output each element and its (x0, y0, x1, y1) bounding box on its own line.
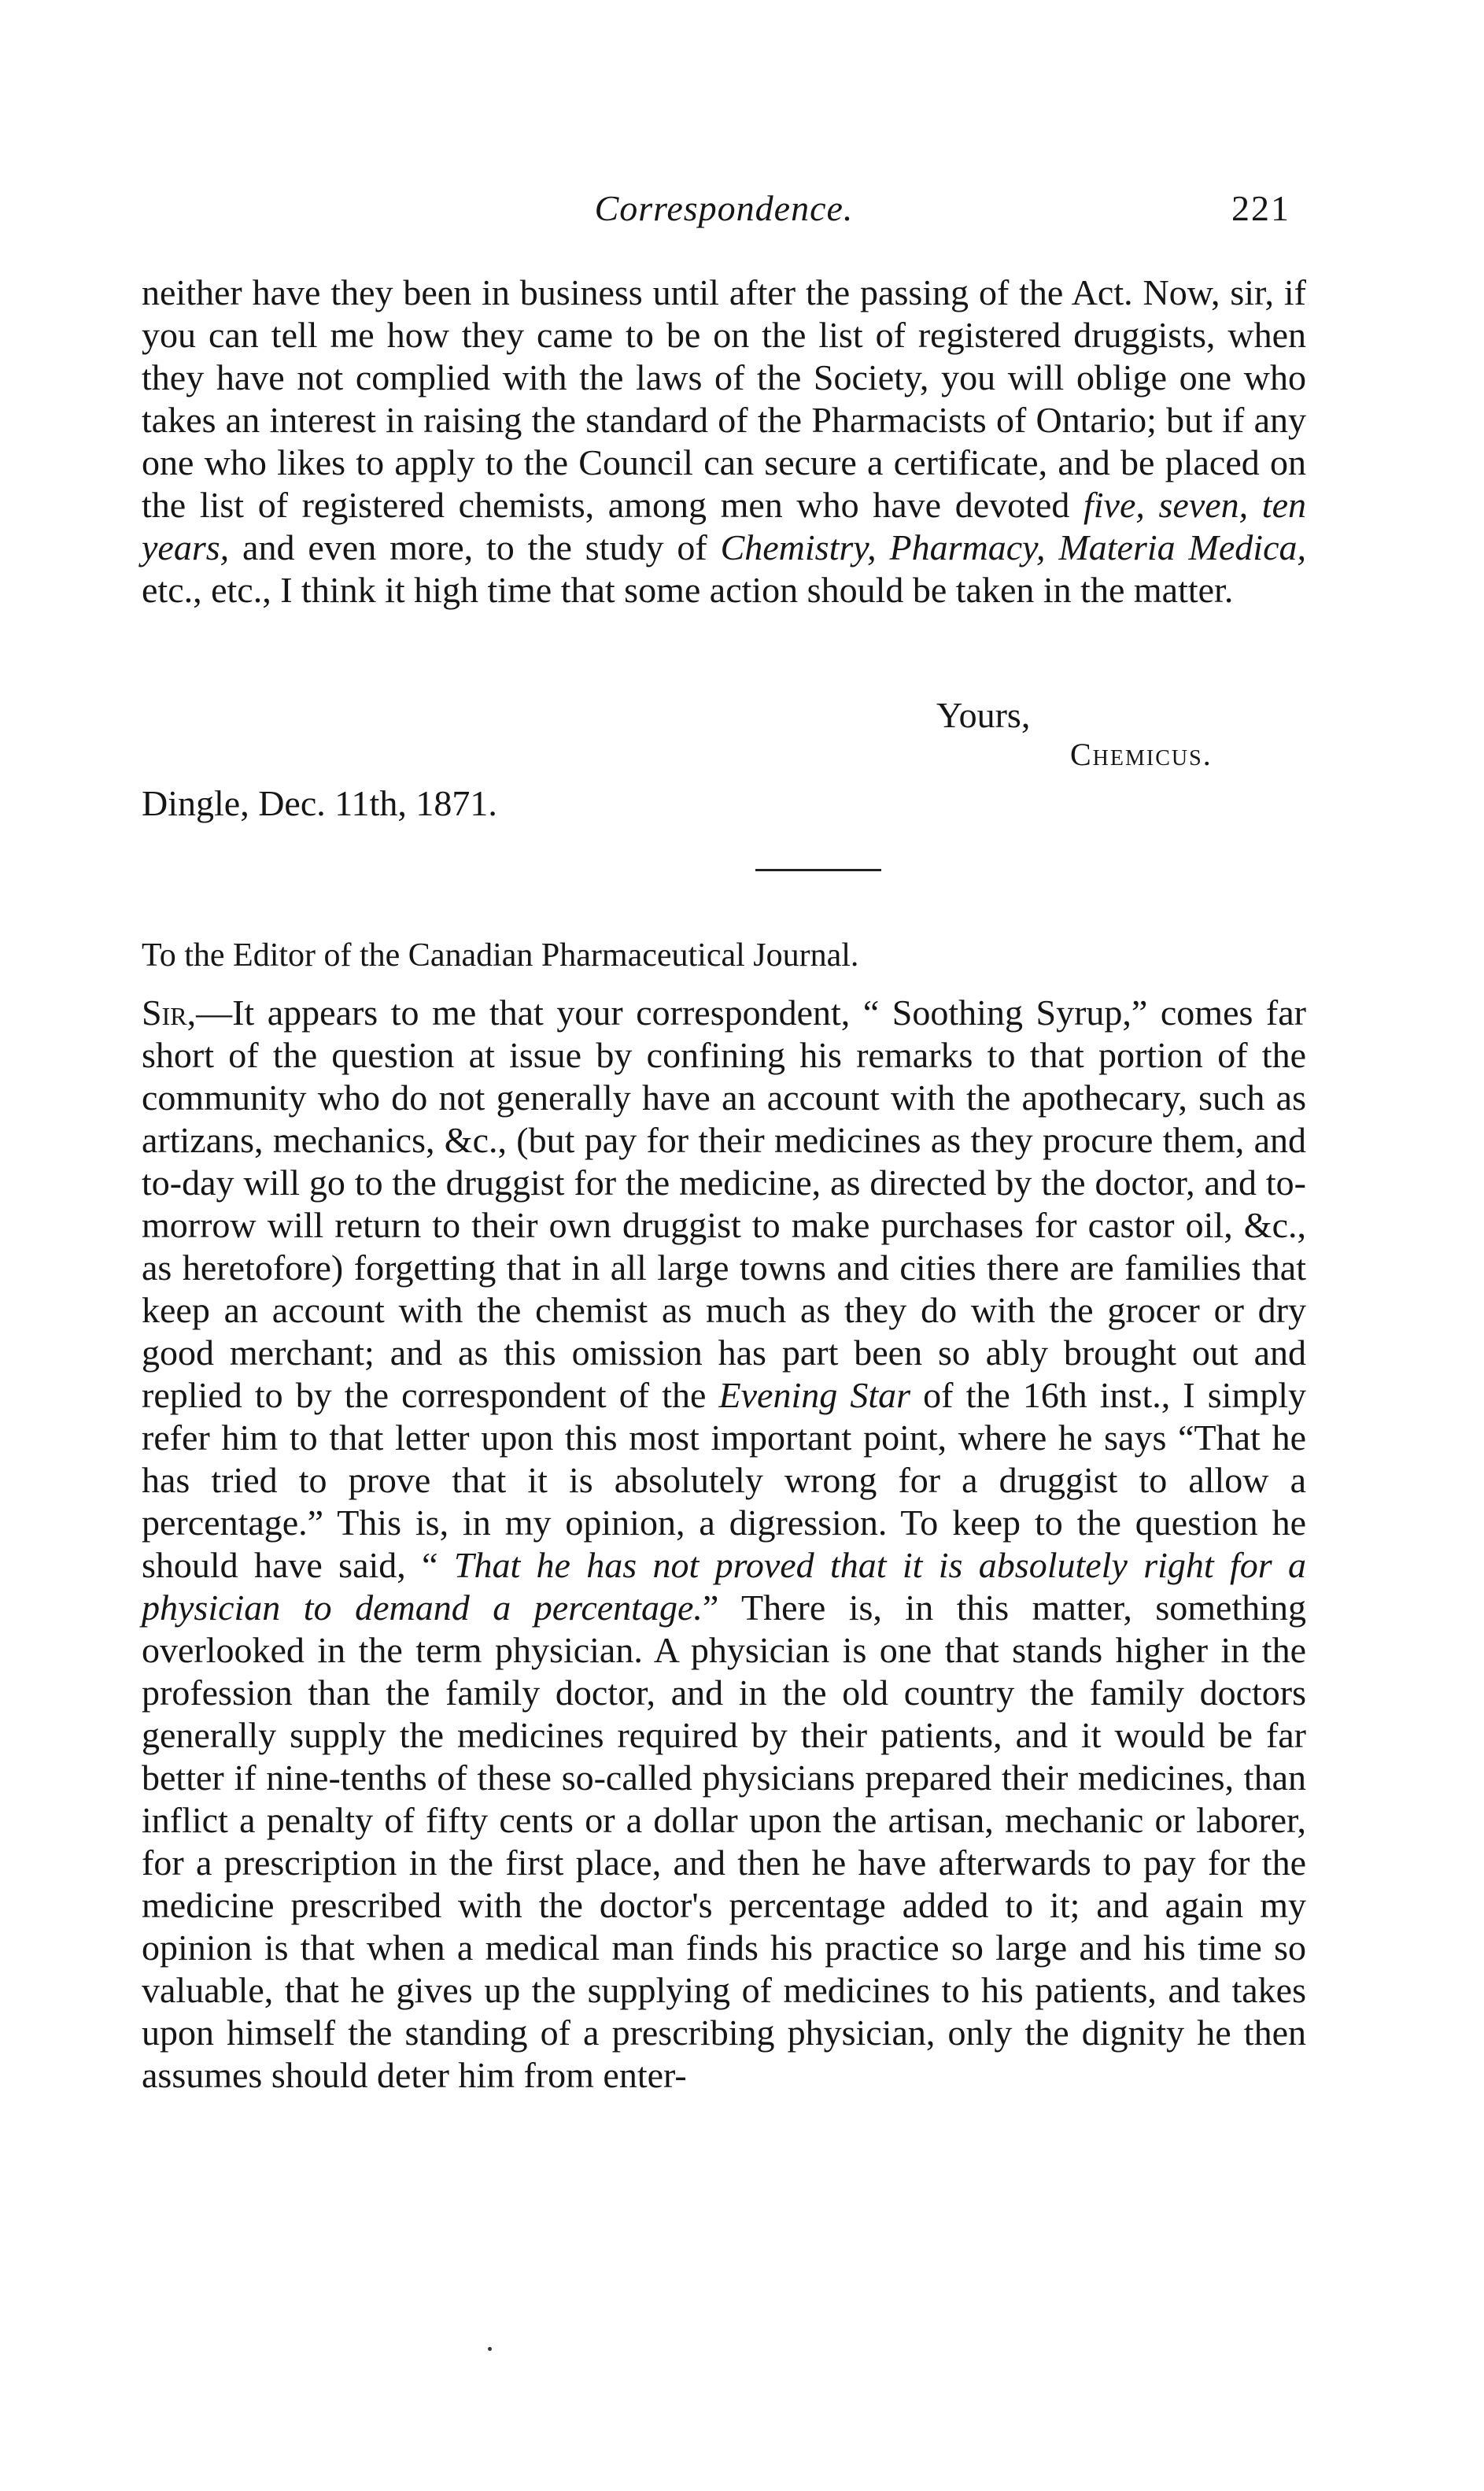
letter-1-closing: Yours, (936, 695, 1031, 735)
letter-2-salutation: To the Editor of the Canadian Pharmaceutical Journal. (142, 937, 859, 974)
letter-1-signature: Chemicus. (1070, 737, 1213, 772)
page-header (142, 187, 1306, 235)
letter-2-paragraph (142, 992, 1306, 2097)
letter-2-text-part2: of the 16th inst., I simply refer him to that letter upon this most important point, where he says “That he has tried to prove that it is absolutely wrong for a druggist to allow a percentage.” This is, in my opinion, a digression. To keep to the question he should have said, “ (142, 1375, 1307, 1585)
letter-1-text-start: neither have they been in business until after the passing of the Act. Now, sir, if you can tell me how they came to be on the list of registered druggists, when they have not complied with the laws of the Society, you will oblige one who takes an interest in raising the standard of the Pharmacists of Ontario; but if any one who likes to apply to the Council can secure a certificate, and be placed on the list of registered chemists, among men who have devoted (142, 272, 1306, 525)
letter-1-italic-subjects: Chemistry, Pharmacy, Materia Medica, (720, 527, 1306, 567)
letter-2-body (142, 992, 1306, 2097)
letter-1-body (142, 272, 1306, 612)
letter-2-italic-quote: That he has not proved that it is absolutely right for a physician to demand a percentage. (142, 1545, 1307, 1628)
page-number: 221 (1231, 188, 1290, 228)
letter-1-text-end: etc., etc., I think it high time that some action should be taken in the matter. (142, 570, 1234, 610)
letter-1-paragraph (142, 272, 1306, 612)
letter-1-text-mid: and even more, to the study of (229, 527, 721, 567)
letter-1-italic-years: five, seven, ten years, (142, 485, 1306, 567)
letter-1-dateline: Dingle, Dec. 11th, 1871. (142, 783, 497, 823)
stray-dot (488, 2347, 492, 2351)
letter-2-text-part1: —It appears to me that your correspondent, “ Soothing Syrup,” comes far short of the question at issue by confining his remarks to that portion of the community who do not generally have an account with the apothecary, such as artizans, mechanics, &c., (but pay for their medicines as they procure them, and to-day will go to the druggist for the medicine, as directed by the doctor, and to-morrow will return to their own druggist to make purchases for castor oil, &c., as heretofore) forgetting that in all large towns and cities there are families that keep an account with the chemist as much as they do with the grocer or dry good merchant; and as this omission has part been so ably brought out and replied to by the correspondent of the (142, 992, 1306, 1415)
section-divider (755, 869, 881, 871)
letter-2-italic-paper: Evening Star (718, 1375, 911, 1415)
running-title: Correspondence. (594, 188, 854, 228)
letter-2-text-part3: ” There is, in this matter, something overlooked in the term physician. A physician is one that stands higher in the profession than the family doctor, and in the old country the family doctors generally supply the medicines required by their patients, and it would be far better if nine-tenths of these so-called physicians prepared their medicines, than inflict a penalty of fifty cents or a dollar upon the artisan, mechanic or laborer, for a prescription in the first place, and then he have afterwards to pay for the medicine prescribed with the doctor's percentage added to it; and again my opinion is that when a medical man finds his practice so large and his time so valuable, that he gives up the supplying of medicines to his patients, and takes upon himself the standing of a prescribing physician, only the dignity he then assumes should deter him from enter- (142, 1587, 1306, 2095)
letter-2-sir: Sir, (142, 992, 197, 1033)
